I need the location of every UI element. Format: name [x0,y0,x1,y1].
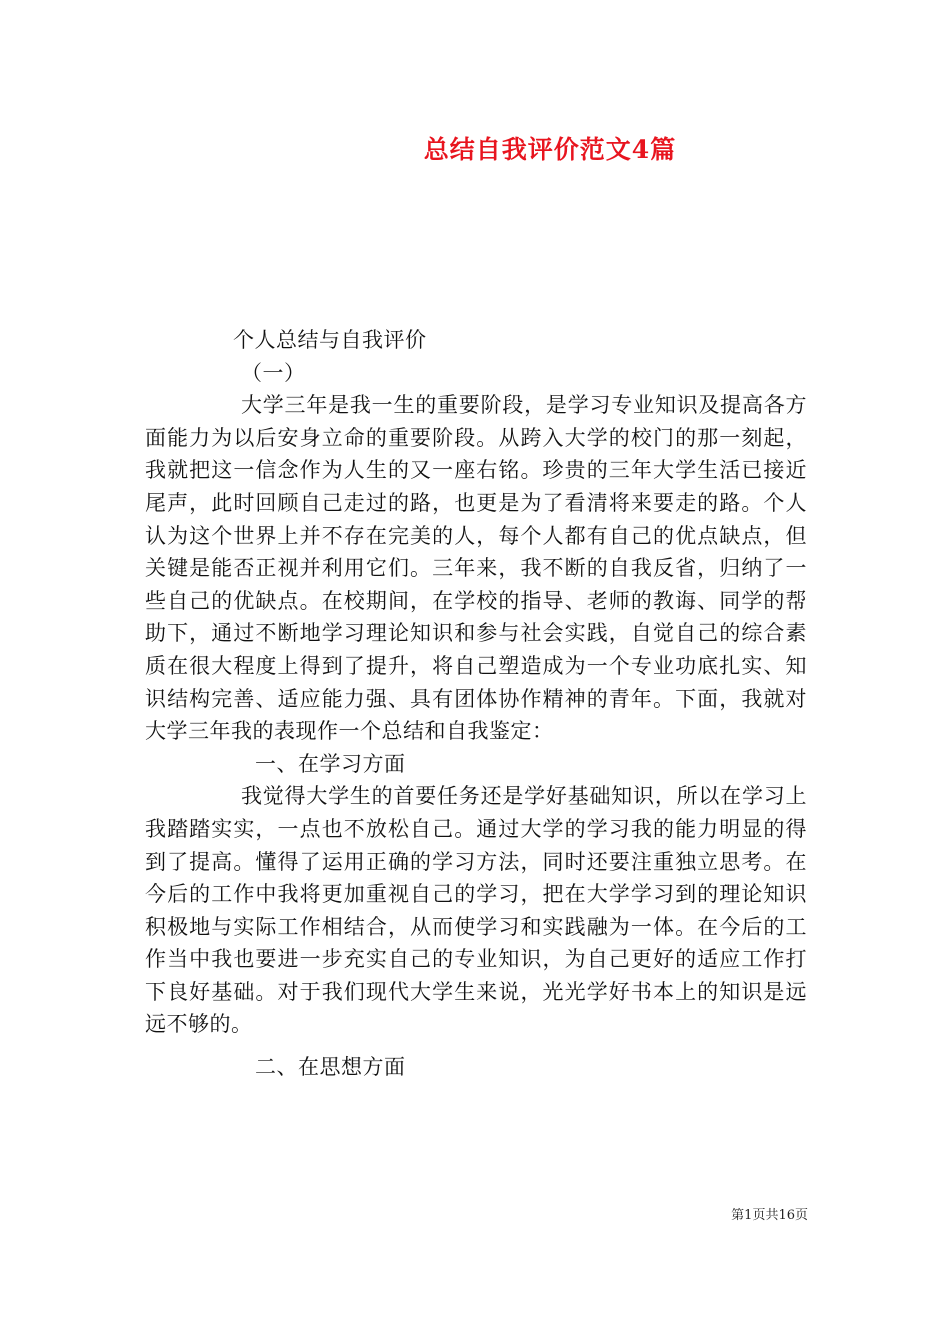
heading-study: 一、在学习方面 [255,751,406,776]
document-title: 总结自我评价范文4篇 [423,135,677,164]
paragraph-study: 我觉得大学生的首要任务还是学好基础知识，所以在学习上我踏踏实实，一点也不放松自己。通过大学的学习我的能力明显的得到了提高。懂得了运用正确的学习方法，同时还要注重独立思考。在今后的工作中我将更加重视自己的学习，把在大学学习到的理论知识积极地与实际工作相结合，从而使学习和实践融为一体。在今后的工作当中我也要进一步充实自己的专业知识，为自己更好的适应工作打下良好基础。对于我们现代大学生来说，光光学好书本上的知识是远远不够的。 [145,784,807,1037]
sub-number: （一） [241,360,306,385]
page-footer: 第1页共16页 [731,1208,808,1223]
paragraph-intro: 大学三年是我一生的重要阶段，是学习专业知识及提高各方面能力为以后安身立命的重要阶段。从跨入大学的校门的那一刻起，我就把这一信念作为人生的又一座右铭。珍贵的三年大学生活已接近尾声，此时回顾自己走过的路，也更是为了看清将来要走的路。个人认为这个世界上并不存在完美的人，每个人都有自己的优点缺点，但关键是能否正视并利用它们。三年来，我不断的自我反省，归纳了一些自己的优缺点。在校期间，在学校的指导、老师的教诲、同学的帮助下，通过不断地学习理论知识和参与社会实践，自觉自己的综合素质在很大程度上得到了提升，将自己塑造成为一个专业功底扎实、知识结构完善、适应能力强、具有团体协作精神的青年。下面，我就对大学三年我的表现作一个总结和自我鉴定： [145,393,807,744]
document-body [145,324,807,1084]
heading-thought: 二、在思想方面 [255,1055,406,1080]
section-title: 个人总结与自我评价 [233,328,427,352]
